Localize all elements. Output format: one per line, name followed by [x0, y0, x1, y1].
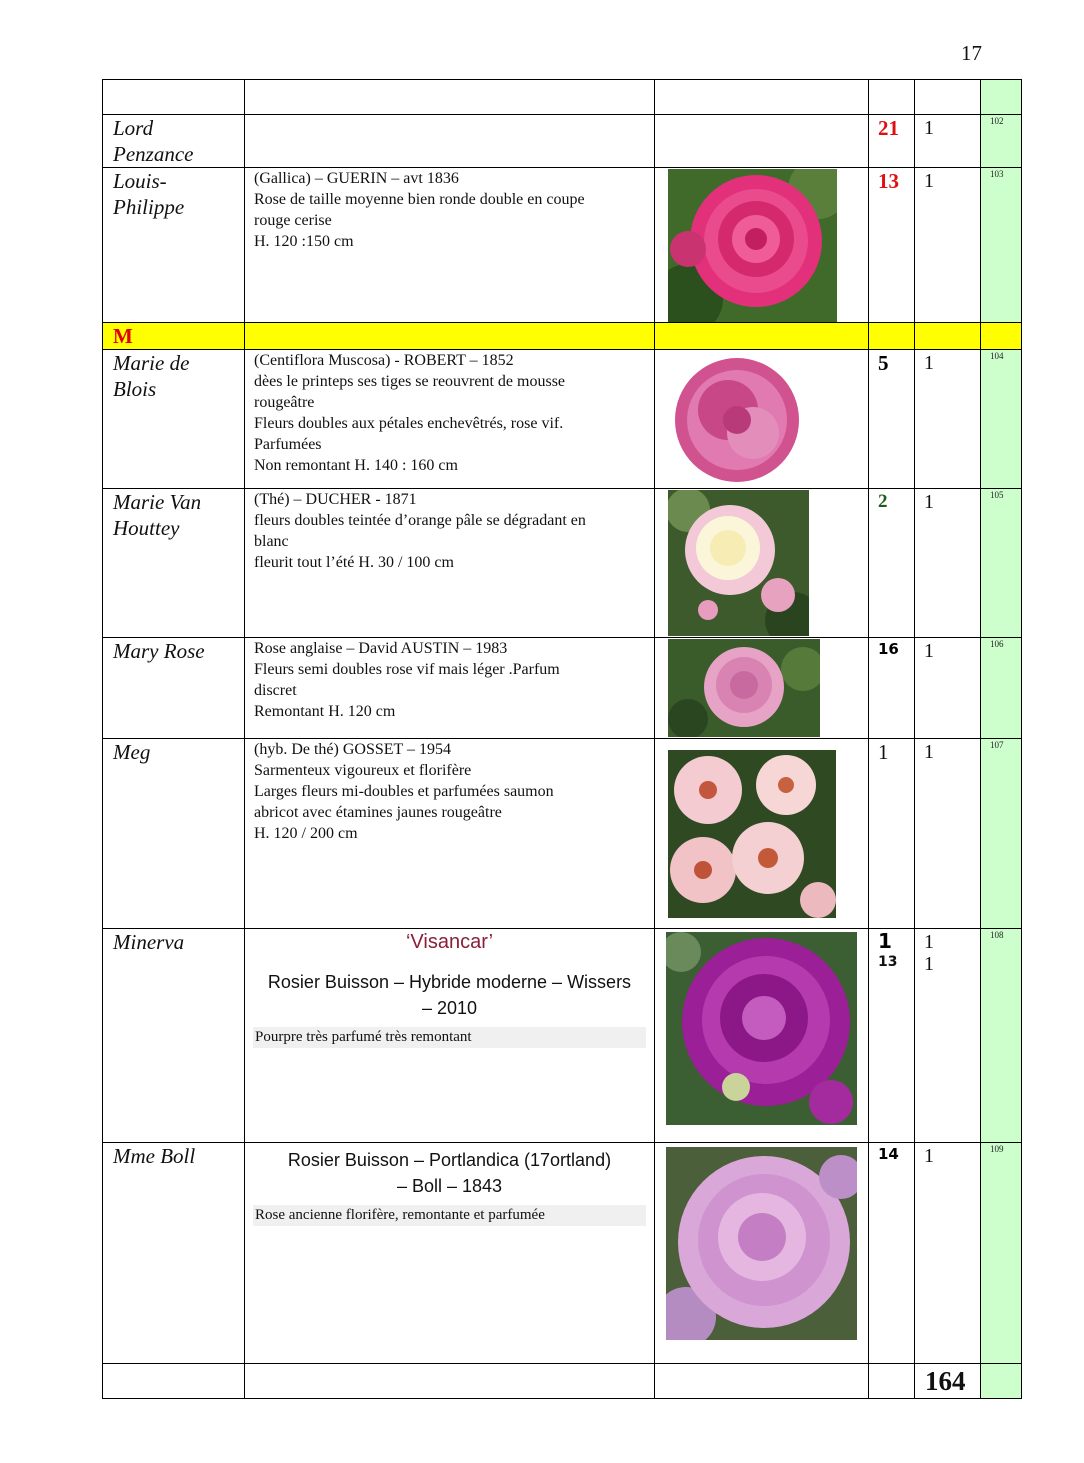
rose-description: (Centiflora Muscosa) - ROBERT – 1852 dèes le printeps ses tiges se reouvrent de mousse rougeâtre Fleurs doubles aux pétales enchevêtrés, rose vif. Parfumées Non remontant H. 140 : 160 cm [254, 352, 566, 474]
order-count: 1 [924, 931, 934, 953]
stock-quantity-secondary: 13 [878, 954, 898, 970]
rose-photo-mossy-pink [668, 355, 868, 485]
rose-description: (hyb. De thé) GOSSET – 1954 Sarmenteux vigoureux et florifère Larges fleurs mi-doubles et parfumées saumon abricot avec étamines jaunes rougeâtre H. 120 / 200 cm [254, 741, 554, 842]
order-count: 1 [924, 352, 934, 374]
table-row [103, 115, 1022, 168]
rose-name: Marie de Blois [113, 351, 190, 401]
order-count: 1 [924, 170, 934, 192]
section-letter: M [113, 324, 133, 348]
stock-quantity: 21 [878, 116, 899, 140]
table-row [103, 168, 1022, 323]
row-index: 109 [990, 1144, 1004, 1154]
rose-photo-deep-pink [668, 169, 868, 322]
stock-quantity: 16 [878, 640, 899, 658]
table-row [103, 929, 1022, 1143]
rose-title: Rosier Buisson – Portlandica (17ortland) – Boll – 1843 [287, 1150, 612, 1196]
table-row [103, 1143, 1022, 1364]
rose-name: Mary Rose [113, 639, 205, 663]
stock-quantity: 2 [878, 491, 888, 512]
stock-quantity: 1 [878, 740, 889, 764]
total-count: 164 [925, 1366, 966, 1396]
roses-inventory-table [102, 79, 1022, 1399]
rose-title: Rosier Buisson – Hybride moderne – Wissers – 2010 [267, 972, 632, 1018]
rose-name: Mme Boll [113, 1144, 196, 1168]
table-row [103, 638, 1022, 739]
row-index: 103 [990, 169, 1004, 179]
rose-photo-soft-pink [668, 639, 868, 737]
rose-description: Rose anglaise – David AUSTIN – 1983 Fleurs semi doubles rose vif mais léger .Parfum discret Remontant H. 120 cm [254, 640, 560, 720]
order-count: 1 [924, 491, 934, 513]
stock-quantity: 14 [878, 1145, 899, 1163]
order-count: 1 [924, 1145, 934, 1167]
rose-description: (Thé) – DUCHER - 1871 fleurs doubles teintée d’orange pâle se dégradant en blanc fleurit tout l’été H. 30 / 100 cm [254, 491, 586, 571]
rose-photo-purple [666, 932, 868, 1125]
row-index: 107 [990, 740, 1004, 750]
row-index: 106 [990, 639, 1004, 649]
stock-quantity: 1 [878, 929, 892, 953]
page-number: 17 [961, 41, 982, 65]
order-count: 1 [924, 640, 934, 662]
rose-photo-cream-pink [668, 490, 868, 636]
order-count: 1 [924, 117, 934, 139]
row-index: 105 [990, 490, 1004, 500]
rose-photo-lilac [666, 1147, 868, 1340]
rose-description: (Gallica) – GUERIN – avt 1836 Rose de taille moyenne bien ronde double en coupe rouge cerise H. 120 :150 cm [254, 170, 585, 250]
table-row [103, 350, 1022, 489]
rose-note: Pourpre très parfumé très remontant [253, 1027, 646, 1048]
row-index: 108 [990, 930, 1004, 940]
rose-name: Minerva [113, 930, 185, 954]
stock-quantity: 13 [878, 169, 899, 193]
rose-name: Meg [113, 740, 151, 764]
section-row [103, 323, 1022, 350]
table-row [103, 739, 1022, 929]
rose-note: Rose ancienne florifère, remontante et parfumée [253, 1205, 646, 1226]
order-count: 1 [924, 741, 934, 763]
rose-name: Louis- Philippe [113, 169, 185, 219]
empty-header-row [103, 80, 1022, 115]
total-row [103, 1364, 1022, 1399]
order-count-secondary: 1 [924, 953, 934, 975]
table-row [103, 489, 1022, 638]
stock-quantity: 5 [878, 351, 889, 375]
row-index: 102 [990, 116, 1004, 126]
row-index: 104 [990, 351, 1004, 361]
rose-name: Lord Penzance [113, 116, 194, 166]
rose-photo-salmon-single [668, 750, 868, 918]
rose-name: Marie Van Houttey [113, 490, 202, 540]
cultivar-name: ‘Visancar’ [405, 931, 494, 953]
